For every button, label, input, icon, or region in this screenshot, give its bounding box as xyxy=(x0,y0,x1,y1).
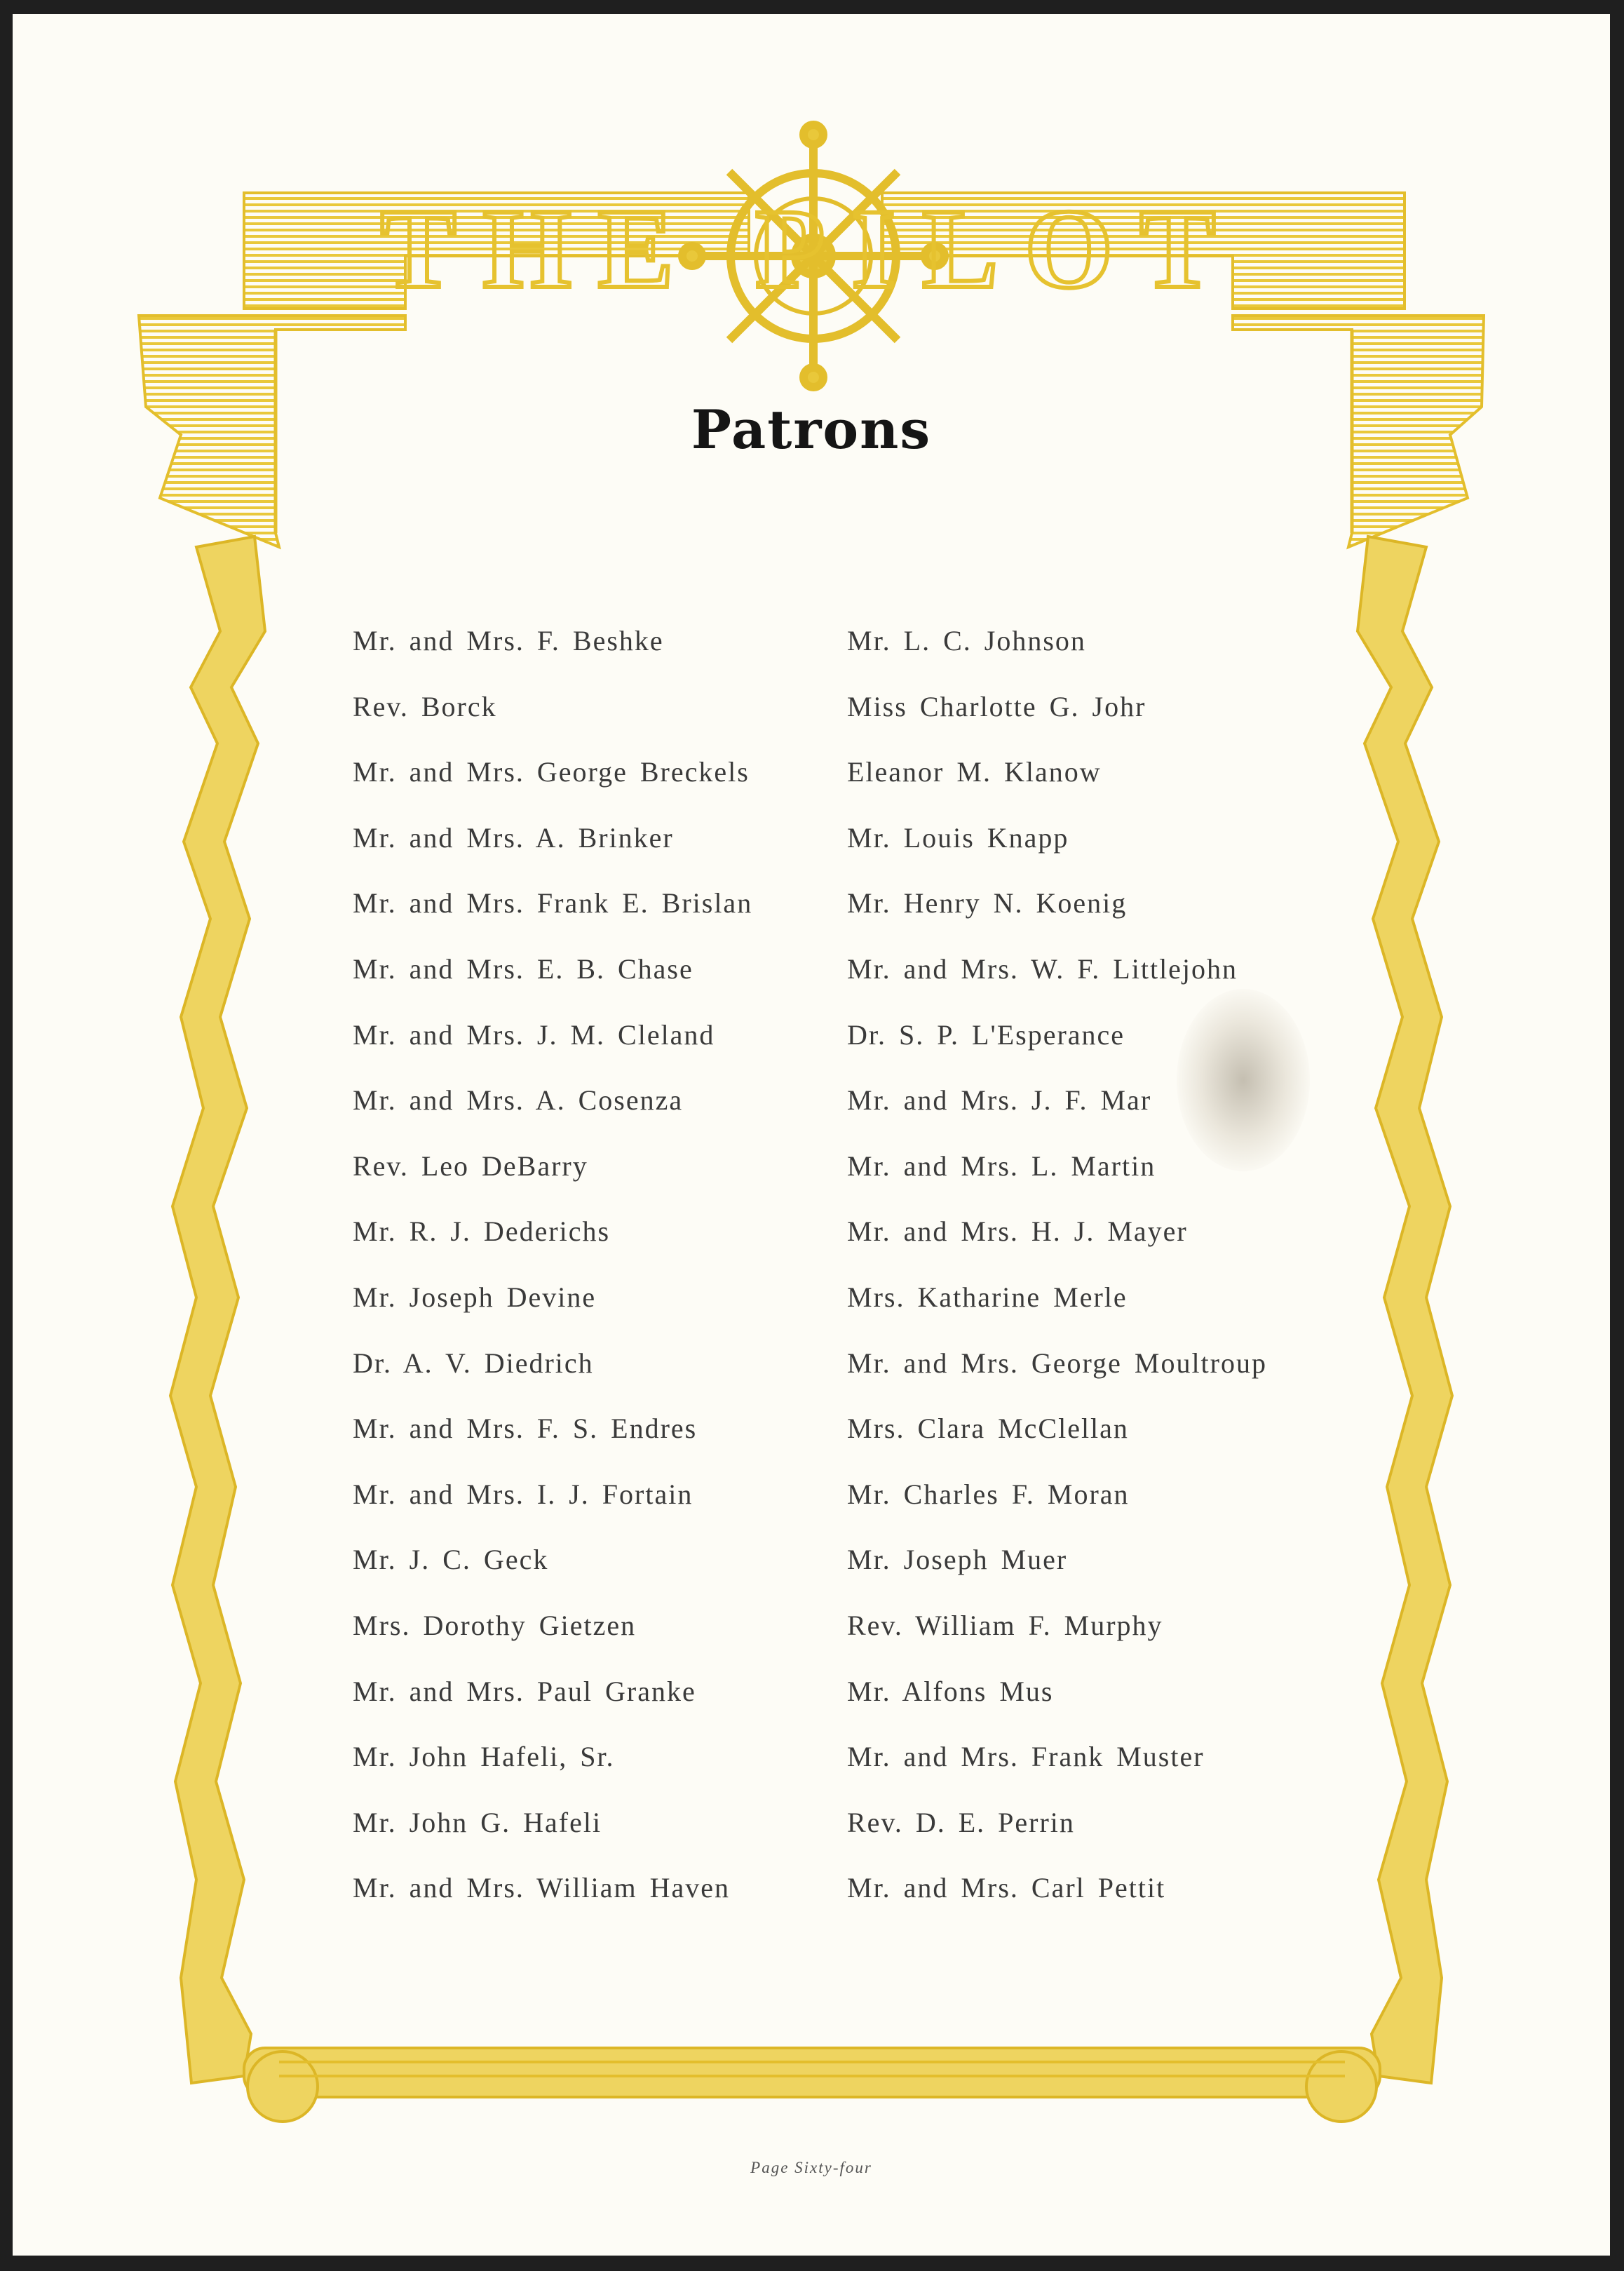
patron-name: Mr. and Mrs. Paul Granke xyxy=(353,1675,696,1707)
patron-name: Mr. and Mrs. E. B. Chase xyxy=(353,952,693,985)
patron-name: Mr. Louis Knapp xyxy=(847,821,1069,854)
patron-name: Mr. and Mrs. L. Martin xyxy=(847,1150,1156,1182)
patron-name: Mr. and Mrs. F. S. Endres xyxy=(353,1413,698,1445)
decorative-frame xyxy=(13,14,1610,2256)
patron-name: Mrs. Dorothy Gietzen xyxy=(353,1609,637,1641)
patron-name: Mr. and Mrs. George Breckels xyxy=(353,756,750,788)
patron-name: Mr. and Mrs. William Haven xyxy=(353,1872,731,1904)
patron-name: Mr. and Mrs. Frank Muster xyxy=(847,1741,1205,1773)
water-stain xyxy=(1177,989,1310,1171)
patron-name: Mr. and Mrs. Frank E. Brislan xyxy=(353,887,753,919)
patron-name: Mr. Joseph Muer xyxy=(847,1544,1068,1576)
patrons-list-right xyxy=(847,624,1267,1937)
patron-name: Dr. A. V. Diedrich xyxy=(353,1347,594,1379)
patron-name: Mrs. Katharine Merle xyxy=(847,1281,1128,1313)
patron-name: Eleanor M. Klanow xyxy=(847,756,1102,788)
patron-name: Mr. and Mrs. H. J. Mayer xyxy=(847,1215,1188,1248)
patron-name: Mr. and Mrs. I. J. Fortain xyxy=(353,1478,693,1510)
patron-name: Mr. Joseph Devine xyxy=(353,1281,597,1313)
patron-name: Rev. Leo DeBarry xyxy=(353,1150,588,1182)
patron-name: Mr. R. J. Dederichs xyxy=(353,1215,611,1248)
patron-name: Mr. L. C. Johnson xyxy=(847,625,1086,656)
patron-name: Mr. and Mrs. Carl Pettit xyxy=(847,1872,1166,1904)
patron-name: Mr. Charles F. Moran xyxy=(847,1478,1130,1510)
patron-name: Mr. and Mrs. F. Beshke xyxy=(353,625,664,656)
patron-name: Mr. and Mrs. A. Cosenza xyxy=(353,1084,684,1117)
section-heading: Patrons xyxy=(691,398,932,461)
patron-name: Mr. and Mrs. J. M. Cleland xyxy=(353,1018,715,1051)
patron-name: Dr. S. P. L'Esperance xyxy=(847,1018,1125,1051)
patron-name: Rev. Borck xyxy=(353,690,497,722)
yearbook-title: THE PILOT xyxy=(380,187,1243,312)
page-number: Page Sixty-four xyxy=(750,2159,872,2176)
patron-name: Miss Charlotte G. Johr xyxy=(847,690,1146,722)
patron-name: Mr. and Mrs. W. F. Littlejohn xyxy=(847,952,1238,985)
patron-name: Rev. William F. Murphy xyxy=(847,1609,1163,1641)
patron-name: Mrs. Clara McClellan xyxy=(847,1413,1129,1445)
patron-name: Mr. Henry N. Koenig xyxy=(847,887,1128,919)
yearbook-page xyxy=(13,14,1610,2256)
patrons-list-left xyxy=(353,624,752,1937)
patron-name: Mr. J. C. Geck xyxy=(353,1544,549,1576)
patron-name: Rev. D. E. Perrin xyxy=(847,1806,1075,1838)
patron-name: Mr. and Mrs. George Moultroup xyxy=(847,1347,1267,1379)
patron-name: Mr. John Hafeli, Sr. xyxy=(353,1741,615,1773)
patron-name: Mr. John G. Hafeli xyxy=(353,1806,602,1838)
patron-name: Mr. and Mrs. A. Brinker xyxy=(353,821,674,854)
patron-name: Mr. and Mrs. J. F. Mar xyxy=(847,1084,1152,1117)
patron-name: Mr. Alfons Mus xyxy=(847,1675,1054,1707)
